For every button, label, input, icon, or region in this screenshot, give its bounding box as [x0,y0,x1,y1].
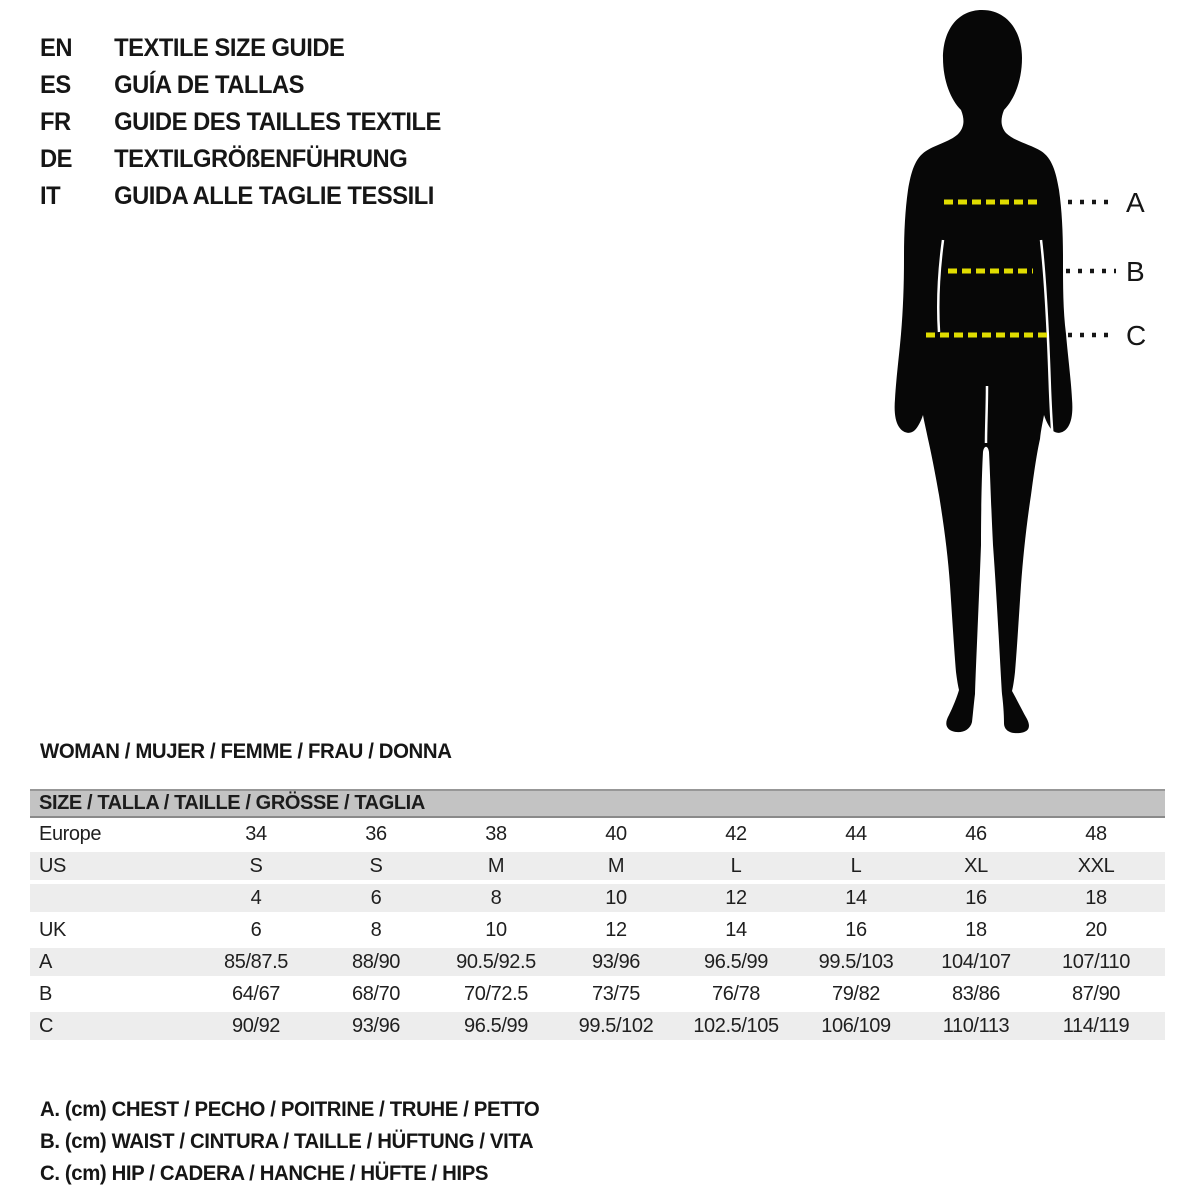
size-cell: 90/92 [231,1015,281,1037]
size-cell: 99.5/102 [578,1015,654,1037]
size-cell: 10 [605,887,627,909]
measure-legend [40,1094,539,1190]
size-cell: 14 [725,919,747,941]
table-row [30,946,1165,978]
size-cell: 96.5/99 [704,951,768,973]
size-cell: S [249,855,263,877]
size-cell: 8 [490,887,502,909]
size-cell: 46 [965,823,987,845]
legend-line: C. (cm) HIP / CADERA / HANCHE / HÜFTE / HIPS [40,1162,489,1185]
row-label: C [39,1015,54,1037]
size-cell: 12 [605,919,627,941]
language-row [40,30,441,67]
language-title: GUIDA ALLE TAGLIE TESSILI [114,182,434,210]
language-row [40,67,441,104]
language-title-list [40,30,441,215]
size-cell: 85/87.5 [224,951,288,973]
size-cell: 107/110 [1061,951,1130,973]
size-cell: 68/70 [351,983,401,1005]
size-cell: 40 [605,823,627,845]
size-cell: 93/96 [351,1015,401,1037]
table-row [30,1010,1165,1042]
size-cell: 4 [250,887,262,909]
language-code: IT [40,182,61,210]
size-cell: 73/75 [591,983,641,1005]
size-cell: 106/109 [821,1015,891,1037]
size-table-header: SIZE / TALLA / TAILLE / GRÖSSE / TAGLIA [30,789,1165,818]
table-row [30,914,1165,946]
size-cell: M [487,855,505,877]
size-cell: 16 [965,887,987,909]
size-cell: 36 [365,823,387,845]
size-cell: 42 [725,823,747,845]
row-label: Europe [39,823,102,845]
size-cell: 48 [1085,823,1107,845]
size-cell: 76/78 [711,983,761,1005]
size-cell: 12 [725,887,747,909]
language-code: DE [40,145,73,173]
woman-silhouette [895,10,1073,733]
size-cell: 96.5/99 [464,1015,528,1037]
table-row [30,882,1165,914]
language-title: GUIDE DES TAILLES TEXTILE [114,108,441,136]
size-cell: 110/113 [942,1015,1010,1037]
legend-line: A. (cm) CHEST / PECHO / POITRINE / TRUHE / PETTO [40,1098,540,1121]
size-cell: L [730,855,742,877]
size-cell: 6 [370,887,382,909]
size-cell: M [607,855,625,877]
size-cell: 34 [245,823,267,845]
language-row [40,104,441,141]
row-label: US [39,855,66,877]
size-cell: 88/90 [351,951,401,973]
language-code: ES [40,71,71,99]
size-cell: 8 [370,919,382,941]
size-cell: 18 [965,919,987,941]
language-row [40,178,441,215]
language-code: EN [40,34,73,62]
row-label: A [39,951,52,973]
size-cell: 90.5/92.5 [456,951,536,973]
size-cell: 64/67 [231,983,281,1005]
size-cell: 6 [250,919,262,941]
size-cell: 18 [1085,887,1107,909]
size-cell: 16 [845,919,867,941]
size-cell: 44 [845,823,867,845]
size-cell: 104/107 [941,951,1011,973]
size-cell: S [369,855,383,877]
woman-figure [860,0,1160,750]
table-row [30,978,1165,1010]
size-cell: 87/90 [1071,983,1121,1005]
size-cell: 10 [485,919,507,941]
table-row [30,818,1165,850]
size-cell: L [850,855,862,877]
language-row [40,141,441,178]
language-title: TEXTILGRÖßENFÜHRUNG [114,145,408,173]
size-cell: 93/96 [591,951,641,973]
size-cell: 14 [845,887,867,909]
legend-line: B. (cm) WAIST / CINTURA / TAILLE / HÜFTUNG / VITA [40,1130,534,1153]
language-code: FR [40,108,71,136]
size-table [30,789,1165,1042]
size-cell: 20 [1085,919,1107,941]
size-cell: 79/82 [831,983,881,1005]
size-cell: 38 [485,823,507,845]
language-title: GUÍA DE TALLAS [114,71,305,99]
chest-label: A [1126,187,1145,218]
size-cell: 102.5/105 [693,1015,779,1037]
size-cell: 70/72.5 [464,983,528,1005]
waist-label: B [1126,256,1145,287]
woman-silhouette-svg [860,0,1160,750]
size-cell: 83/86 [951,983,1001,1005]
hip-label: C [1126,320,1147,351]
language-title: TEXTILE SIZE GUIDE [114,34,345,62]
size-table-body [30,818,1165,1042]
table-row [30,850,1165,882]
row-label: UK [39,919,66,941]
size-cell: XXL [1077,855,1115,877]
row-label: B [39,983,52,1005]
inner-thigh-separation [986,386,987,443]
row-label [30,884,196,912]
size-cell: 114/119 [1062,1015,1130,1037]
gender-section-title: WOMAN / MUJER / FEMME / FRAU / DONNA [40,740,452,763]
size-cell: 99.5/103 [818,951,894,973]
size-cell: XL [964,855,988,877]
